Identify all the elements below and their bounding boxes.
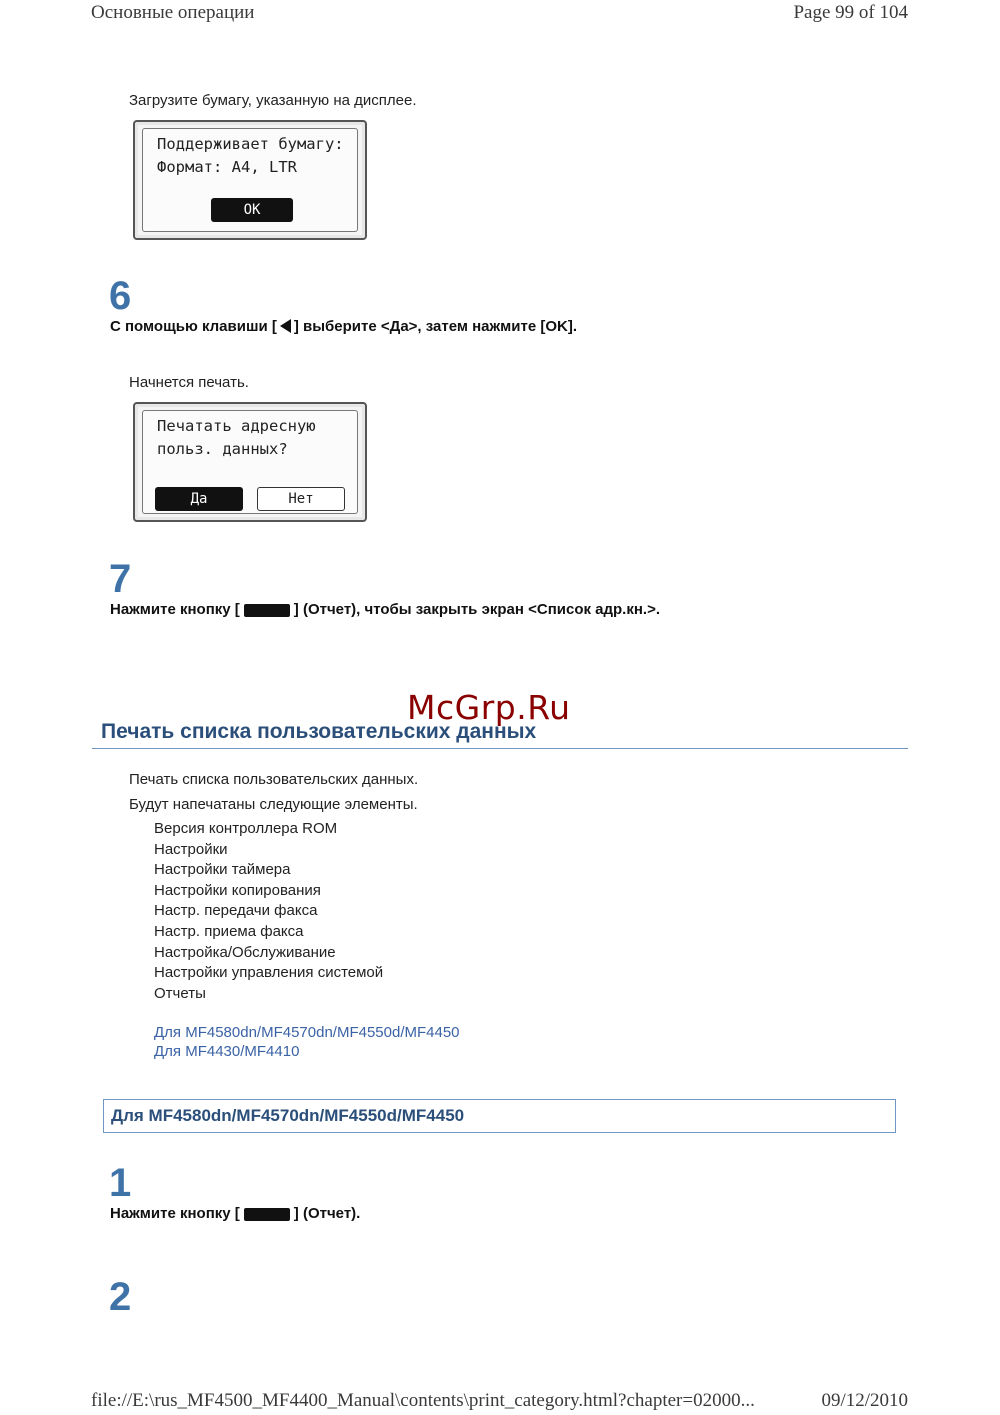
lcd-display-area (142, 128, 358, 232)
step-number-7: 7 (109, 557, 132, 601)
list-item: Настр. приема факса (154, 922, 304, 940)
step-number-2: 2 (109, 1275, 132, 1319)
step-1-text-after: ] (Отчет). (293, 1205, 361, 1222)
lcd-line-2: Формат: A4, LTR (157, 158, 297, 176)
report-key-icon (244, 604, 290, 617)
subsection-heading-box (103, 1099, 896, 1133)
lcd-screen-print-confirm (133, 402, 367, 522)
list-item: Версия контроллера ROM (154, 820, 338, 837)
step-6-instruction (110, 318, 577, 335)
lcd-display-area (142, 410, 358, 514)
list-item: Отчеты (154, 984, 206, 1002)
step-1-text-before: Нажмите кнопку [ (110, 1205, 240, 1222)
section-divider (92, 748, 908, 749)
link-mf4580-models[interactable]: Для MF4580dn/MF4570dn/MF4550d/MF4450 (154, 1024, 460, 1041)
step-number-1: 1 (109, 1161, 132, 1205)
intro-text: Загрузите бумагу, указанную на дисплее. (129, 92, 417, 109)
list-item: Настройки управления системой (154, 964, 384, 982)
list-item: Настройки копирования (154, 881, 321, 899)
step-number-6: 6 (109, 274, 132, 318)
step-6-text-after: ] выберите <Да>, затем нажмите [OK]. (293, 318, 577, 335)
step-6-note: Начнется печать. (129, 374, 249, 391)
step-7-instruction (110, 601, 660, 618)
header-section-title: Основные операции (91, 2, 255, 23)
subsection-title: Для MF4580dn/MF4570dn/MF4550d/MF4450 (111, 1106, 465, 1125)
left-arrow-key-icon (280, 319, 291, 333)
footer-file-path: file://E:\rus_MF4500_MF4400_Manual\contents\print_category.html?chapter=02000... (91, 1390, 755, 1411)
link-mf4430-models[interactable]: Для MF4430/MF4410 (154, 1043, 300, 1060)
step-1-instruction (110, 1205, 360, 1222)
step-7-text-after: ] (Отчет), чтобы закрыть экран <Список адр.кн.>. (293, 601, 661, 618)
lcd-line-1: Поддерживает бумагу: (157, 135, 344, 153)
step-6-text-before: С помощью клавиши [ (110, 318, 277, 335)
section-description-1: Печать списка пользовательских данных. (129, 771, 419, 788)
lcd-yes-button: Да (155, 487, 243, 511)
footer-date: 09/12/2010 (821, 1390, 908, 1411)
lcd-no-button: Нет (257, 487, 345, 511)
lcd-line-1: Печатать адресную (157, 417, 316, 435)
printed-items-list (154, 819, 383, 1004)
lcd-ok-button: OK (211, 198, 293, 222)
lcd-screen-paper (133, 120, 367, 240)
list-item: Настр. передачи факса (154, 902, 318, 920)
section-title: Печать списка пользовательских данных (101, 720, 537, 743)
list-item: Настройки (154, 840, 228, 858)
lcd-line-2: польз. данных? (157, 440, 288, 458)
watermark: McGrp.Ru (407, 688, 571, 727)
report-key-icon (244, 1208, 290, 1221)
list-item: Настройки таймера (154, 861, 291, 879)
list-item: Настройка/Обслуживание (154, 943, 336, 961)
header-page-number: Page 99 of 104 (793, 2, 908, 23)
step-7-text-before: Нажмите кнопку [ (110, 601, 240, 618)
section-description-2: Будут напечатаны следующие элементы. (129, 796, 418, 813)
